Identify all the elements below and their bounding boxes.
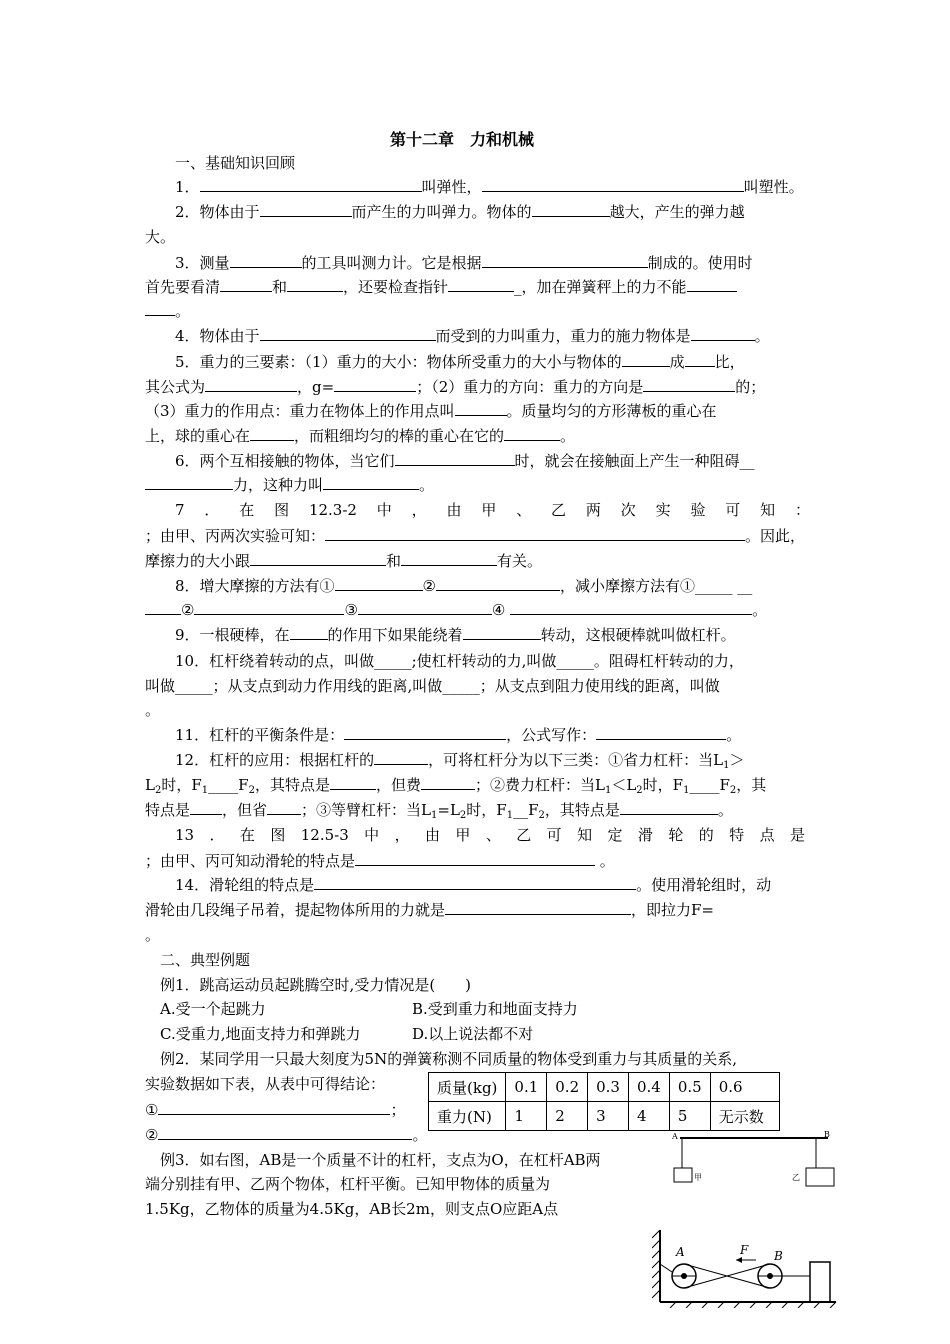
- question-7: 7．在图12.3-2中，由甲、乙两次实验可知：: [175, 501, 810, 519]
- example-2-conclusion-1: ① ；: [145, 1101, 406, 1119]
- example-2-cont: 实验数据如下表，从表中可得结论：: [145, 1075, 386, 1093]
- question-10-cont2: 。: [145, 701, 161, 719]
- example-3-cont: 端分别挂有甲、乙两个物体，杠杆平衡。已知甲物体的质量为: [145, 1175, 551, 1193]
- question-14-cont2: 。: [145, 926, 161, 944]
- table-cell: 5: [669, 1102, 710, 1131]
- section-heading-2: 二、典型例题: [160, 951, 251, 969]
- question-8-cont: ② ③ ④ 。: [145, 600, 767, 620]
- example-3: 例3．如右图，AB是一个质量不计的杠杆，支点为O，在杠杆AB两: [160, 1151, 601, 1169]
- question-2-cont: 大。: [145, 228, 176, 246]
- question-10-cont: 叫做_____；从支点到动力作用线的距离,叫做_____；从支点到阻力使用线的距离，叫做: [145, 677, 720, 695]
- table-cell: 0.6: [710, 1073, 779, 1102]
- example-2: 例2．某同学用一只最大刻度为5N的弹簧称测不同质量的物体受到重力与其质量的关系,: [160, 1050, 737, 1068]
- question-14-cont: 滑轮由几段绳子吊着，提起物体所用的力就是 ，即拉力F=: [145, 901, 714, 919]
- example-1-option-b: B.受到重力和地面支持力: [412, 1000, 578, 1018]
- table-cell: 0.5: [669, 1073, 710, 1102]
- question-5-cont2: （3）重力的作用点：重力在物体上的作用点叫 。质量均匀的方形薄板的重心在: [145, 402, 717, 420]
- question-7-cont: ；由甲、丙两次实验可知： 。因此，: [145, 527, 806, 545]
- block: [810, 1262, 830, 1302]
- table-cell: 0.3: [588, 1073, 629, 1102]
- example-1-option-d: D.以上说法都不对: [412, 1025, 534, 1043]
- label-a: A: [672, 1132, 678, 1141]
- lever-figure: [668, 1128, 850, 1190]
- weight-block-jia: [674, 1168, 692, 1182]
- question-1: 1． 叫弹性， 叫塑性。: [175, 178, 804, 196]
- page-title: 第十二章 力和机械: [390, 130, 535, 149]
- question-4: 4．物体由于 而受到的力叫重力，重力的施力物体是 。: [175, 327, 770, 345]
- question-12-cont: $L_2$时，$F_1\_\_\_\_F_2$，其特点是 ，但费 ；②费力杠杆：当$L_1<L_2$时，$F_1\_\_\_\_F_2$，其: [145, 776, 767, 796]
- question-12-cont2: 特点是 ，但省 ；③等臂杠杆：当$L_1=L_2$时，$F_1\_\_F_2$，其特点是 。: [145, 801, 733, 821]
- table-cell: 3: [588, 1102, 629, 1131]
- question-3-cont2: 。: [145, 301, 190, 321]
- table-cell: 4: [628, 1102, 669, 1131]
- table-cell: 1: [506, 1102, 547, 1131]
- question-5-cont: 其公式为 ，g= ；（2）重力的方向：重力的方向是 的；: [145, 378, 766, 396]
- example-1-option-c: C.受重力,地面支持力和弹跳力: [160, 1025, 361, 1043]
- question-2: 2．物体由于 而产生的力叫弹力。物体的 越大，产生的弹力越: [175, 203, 745, 221]
- question-14: 14．滑轮组的特点是 。使用滑轮组时，动: [175, 876, 772, 894]
- question-5: 5．重力的三要素：（1）重力的大小：物体所受重力的大小与物体的 成 比，: [175, 353, 745, 371]
- label-b: B: [824, 1130, 830, 1139]
- label-jia: 甲: [694, 1173, 702, 1182]
- example-3-cont2: 1.5Kg，乙物体的质量为4.5Kg，AB长2m，则支点O应距A点: [145, 1200, 559, 1218]
- example-2-conclusion-2: ② 。: [145, 1126, 428, 1144]
- question-6: 6．两个互相接触的物体，当它们 时，就会在接触面上产生一种阻碍__: [175, 452, 755, 470]
- pulley-figure: [652, 1226, 842, 1308]
- question-13: 13．在图12.5-3中，由甲、乙可知定滑轮的特点是: [175, 826, 805, 844]
- label-f: F: [740, 1243, 749, 1257]
- question-6-cont: 力，这种力叫 。: [145, 475, 434, 495]
- mass-weight-table: [428, 1072, 780, 1131]
- question-9: 9．一根硬棒，在 的作用下如果能绕着 转动，这根硬棒就叫做杠杆。: [175, 626, 736, 644]
- question-5-cont3: 上，球的重心在 ，而粗细均匀的棒的重心在它的 。: [145, 427, 576, 445]
- question-7-cont2: 摩擦力的大小跟 和 有关。: [145, 552, 543, 570]
- table-cell: 0.4: [628, 1073, 669, 1102]
- table-cell: 2: [547, 1102, 588, 1131]
- question-10: 10．杠杆绕着转动的点，叫做_____;使杠杆转动的力,叫做_____。阻碍杠杆转动的力，: [175, 652, 744, 670]
- table-header-weight: 重力(N): [429, 1102, 506, 1131]
- table-header-mass: 质量(kg): [429, 1073, 506, 1102]
- question-3: 3．测量 的工具叫测力计。它是根据 制成的。使用时: [175, 254, 753, 272]
- question-3-cont: 首先要看清 和 ，还要检查指针 _，加在弹簧秤上的力不能: [145, 277, 737, 297]
- weight-block-yi: [806, 1168, 834, 1186]
- section-heading-1: 一、基础知识回顾: [175, 154, 296, 172]
- label-b: B: [774, 1249, 783, 1263]
- table-row-mass: [429, 1073, 780, 1102]
- table-cell: 0.2: [547, 1073, 588, 1102]
- table-cell: 0.1: [506, 1073, 547, 1102]
- example-1: 例1．跳高运动员起跳腾空时,受力情况是( ): [160, 976, 472, 994]
- question-8: 8．增大摩擦的方法有① ② ，减小摩擦方法有①_____ __: [175, 577, 753, 595]
- question-13-cont: ；由甲、丙可知动滑轮的特点是 。: [145, 852, 615, 870]
- table-cell: 无示数: [710, 1102, 779, 1131]
- example-1-option-a: A.受一个起跳力: [160, 1000, 266, 1018]
- question-11: 11．杠杆的平衡条件是： ，公式写作： 。: [175, 726, 742, 744]
- label-yi: 乙: [792, 1173, 800, 1182]
- question-12: 12．杠杆的应用：根据杠杆的 ，可将杠杆分为以下三类：①省力杠杆：当$L_1>$: [175, 751, 745, 771]
- table-row-weight: [429, 1102, 780, 1131]
- label-a: A: [676, 1245, 685, 1259]
